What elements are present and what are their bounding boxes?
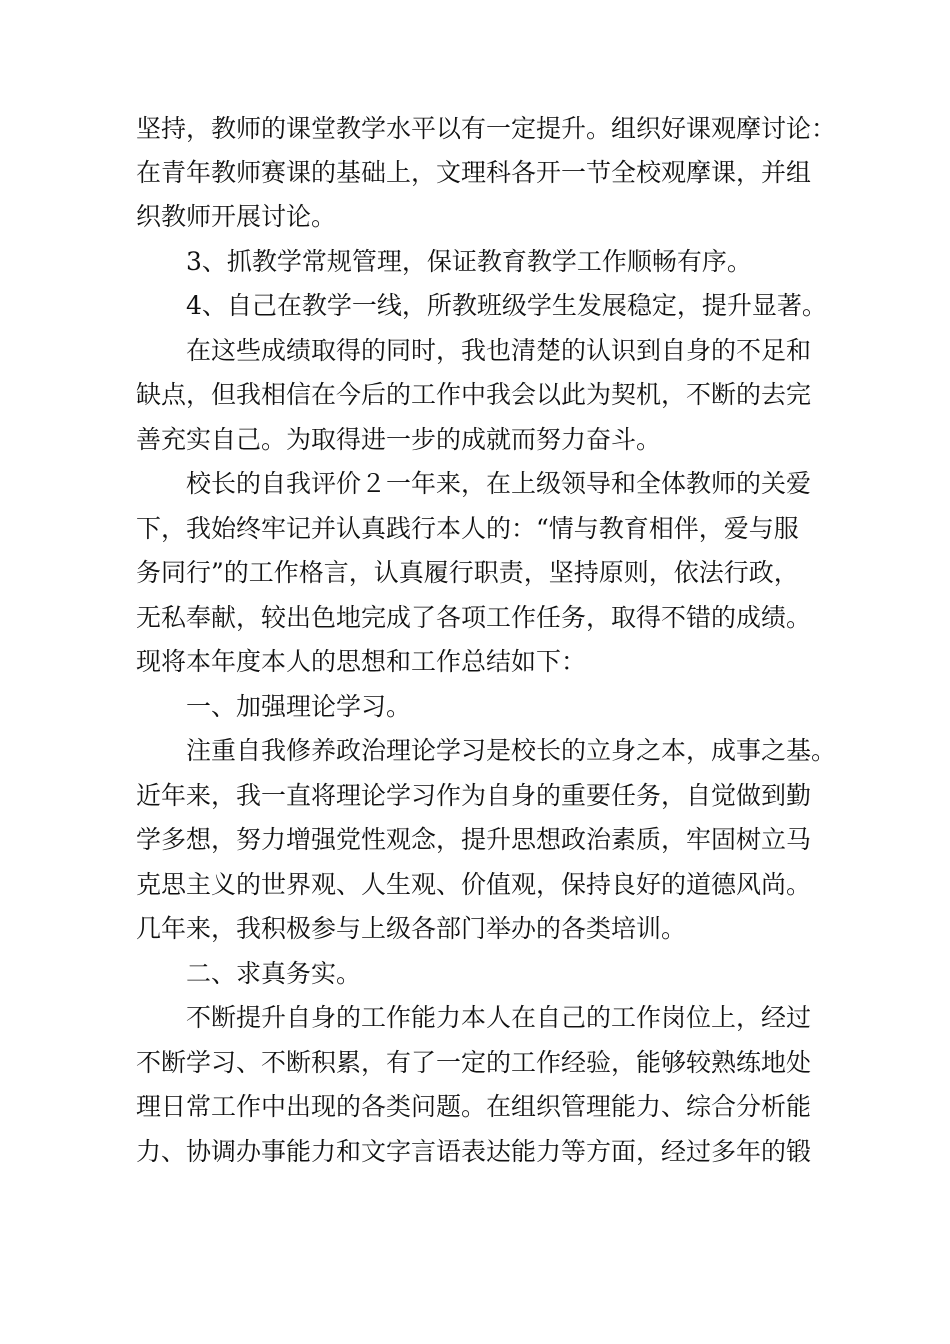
text-line: 注重自我修养政治理论学习是校长的立身之本，成事之基。 [186,736,837,765]
text-line: 在青年教师赛课的基础上，文理科各开一节全校观摩课，并组 [136,158,812,187]
text-line: 理日常工作中出现的各类问题。在组织管理能力、综合分析能 [136,1092,812,1121]
text-line: 善充实自己。为取得进一步的成就而努力奋斗。 [136,425,662,454]
text-line: 学多想，努力增强党性观念，提升思想政治素质，牢固树立马 [136,825,812,854]
text-line: 3、抓教学常规管理，保证教育教学工作顺畅有序。 [186,247,752,276]
text-line: 坚持，教师的课堂教学水平以有一定提升。组织好课观摩讨论： [136,114,837,143]
text-line: 现将本年度本人的思想和工作总结如下： [136,647,587,676]
text-line: 4、自己在教学一线，所教班级学生发展稳定，提升显著。 [186,291,827,320]
text-line: 缺点，但我相信在今后的工作中我会以此为契机，不断的去完 [136,380,812,409]
text-line: 力、协调办事能力和文字言语表达能力等方面，经过多年的锻 [136,1137,812,1166]
text-line: 克思主义的世界观、人生观、价值观，保持良好的道德风尚。 [136,870,812,899]
text-line: 校长的自我评价２一年来，在上级领导和全体教师的关爱 [186,469,812,498]
text-line: 无私奉献，较出色地完成了各项工作任务，取得不错的成绩。 [136,603,812,632]
text-line: 近年来，我一直将理论学习作为自身的重要任务，自觉做到勤 [136,781,812,810]
section-heading: 一、加强理论学习。 [186,692,412,721]
text-line: 务同行”的工作格言，认真履行职责，坚持原则，依法行政， [136,558,799,587]
text-line: 几年来，我积极参与上级各部门举办的各类培训。 [136,914,687,943]
text-line: 不断提升自身的工作能力本人在自己的工作岗位上，经过 [186,1003,812,1032]
section-heading: 二、求真务实。 [186,959,362,988]
text-line: 在这些成绩取得的同时，我也清楚的认识到自身的不足和 [186,336,812,365]
text-line: 下，我始终牢记并认真践行本人的：“情与教育相伴，爱与服 [136,514,799,543]
text-line: 不断学习、不断积累，有了一定的工作经验，能够较熟练地处 [136,1048,812,1077]
text-line: 织教师开展讨论。 [136,202,337,231]
